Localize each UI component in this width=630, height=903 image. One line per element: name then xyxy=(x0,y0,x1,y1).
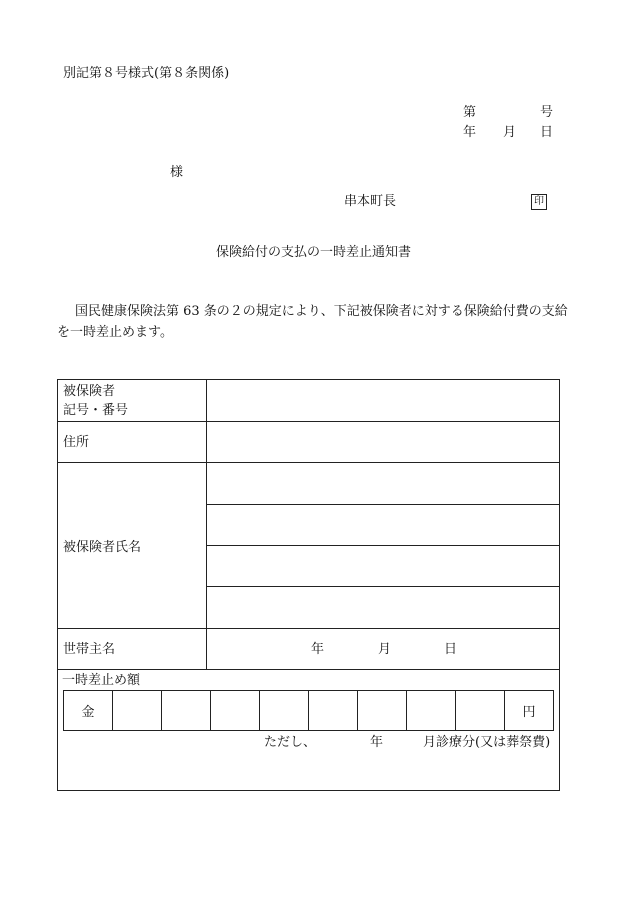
amount-digit-cell[interactable] xyxy=(260,691,309,730)
table-name-divider xyxy=(206,545,560,546)
issue-day: 日 xyxy=(540,125,554,140)
amount-digit-row xyxy=(63,690,554,731)
amount-digit-cell[interactable] xyxy=(456,691,505,730)
amount-digit-cell[interactable] xyxy=(113,691,162,730)
household-head-day: 日 xyxy=(444,642,458,657)
household-head-year: 年 xyxy=(311,642,325,657)
insured-name-label: 被保険者氏名 xyxy=(63,540,142,555)
amount-digit-cell[interactable] xyxy=(407,691,456,730)
table-row-divider xyxy=(57,669,560,670)
form-number: 別記第８号様式(第８条関係) xyxy=(63,66,230,81)
insured-id-label-line-2: 記号・番号 xyxy=(63,402,129,418)
note-suffix: 月診療分(又は葬祭費) xyxy=(423,735,551,750)
amount-prefix: 金 xyxy=(81,705,95,720)
addressee-suffix: 様 xyxy=(170,165,184,180)
amount-digit-cell[interactable] xyxy=(309,691,358,730)
household-head-month: 月 xyxy=(378,642,392,657)
insured-id-label-line-1: 被保険者 xyxy=(63,384,116,399)
table-name-divider xyxy=(206,586,560,587)
doc-number-suffix: 号 xyxy=(540,105,554,120)
note-prefix: ただし、 xyxy=(264,735,317,750)
amount-suffix-cell xyxy=(505,691,553,730)
amount-digit-cell[interactable] xyxy=(211,691,260,730)
amount-label: 一時差止め額 xyxy=(62,673,141,688)
household-head-label: 世帯主名 xyxy=(63,642,116,657)
table-name-divider xyxy=(206,504,560,505)
body-line-1: 国民健康保険法第 63 条の２の規定により、下記被保険者に対する保険給付費の支給 xyxy=(75,304,568,319)
body-line-2: を一時差止めます。 xyxy=(57,325,173,340)
doc-number-prefix: 第 xyxy=(463,105,477,120)
table-row-divider xyxy=(57,628,560,629)
issuer-name: 串本町長 xyxy=(344,194,397,209)
address-label: 住所 xyxy=(63,435,90,450)
document-title: 保険給付の支払の一時差止通知書 xyxy=(216,245,412,260)
table-row-divider xyxy=(57,421,560,422)
seal-mark: 印 xyxy=(531,194,547,210)
issue-year: 年 xyxy=(463,125,477,140)
insured-id-label xyxy=(63,383,128,421)
amount-digit-cell[interactable] xyxy=(162,691,211,730)
amount-prefix-cell xyxy=(64,691,113,730)
amount-digit-cell[interactable] xyxy=(358,691,407,730)
issue-month: 月 xyxy=(503,125,517,140)
amount-suffix: 円 xyxy=(522,705,536,720)
table-column-divider xyxy=(206,379,207,669)
note-year: 年 xyxy=(370,735,384,750)
table-row-divider xyxy=(57,462,560,463)
